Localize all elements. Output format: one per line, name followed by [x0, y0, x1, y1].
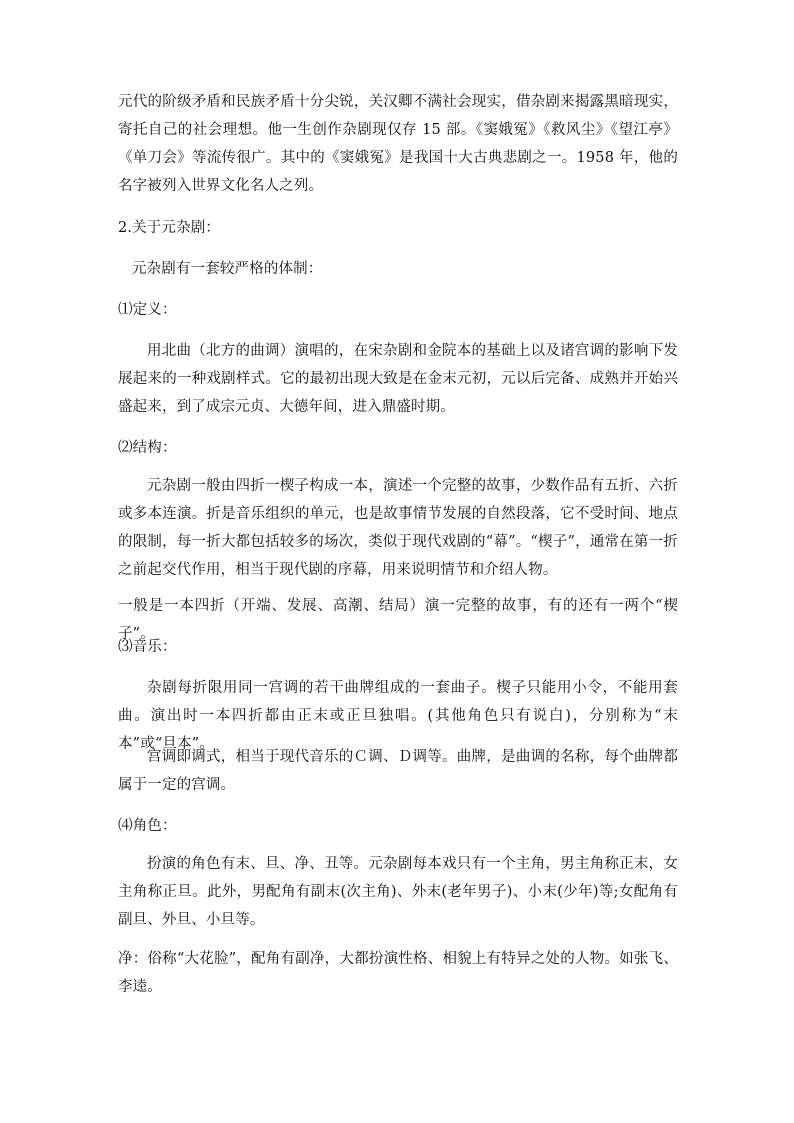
music-paragraph-2: 宫调即调式，相当于现代音乐的Ｃ调、Ｄ调等。曲牌，是曲调的名称，每个曲牌都属于一定的宫调。: [118, 749, 678, 793]
music-heading: ⑶音乐：: [118, 639, 177, 655]
definition-paragraph: 用北曲（北方的曲调）演唱的，在宋杂剧和金院本的基础上以及诸宫调的影响下发展起来的一种戏剧样式。它的最初出现大致是在金末元初，元以后完备、成熟并开始兴盛起来，到了成宗元贞、大德年间，进入鼎盛时期。: [118, 343, 678, 415]
roles-heading: ⑷角色：: [118, 818, 177, 834]
structure-note: 一般是一本四折（开端、发展、高潮、结局）演一完整的故事，有的还有一两个“楔子”。: [118, 598, 678, 642]
structure-paragraph: 元杂剧一般由四折一楔子构成一本，演述一个完整的故事，少数作品有五折、六折或多本连演。折是音乐组织的单元，也是故事情节发展的自然段落，它不受时间、地点的限制，每一折大都包括较多的场次，类似于现代戏剧的“幕”。“楔子”，通常在第一折之前起交代作用，相当于现代剧的序幕，用来说明情节和介绍人物。: [118, 478, 678, 578]
section-heading: 2.关于元杂剧：: [118, 220, 221, 236]
jing-paragraph: 净：俗称“大花脸”，配角有副净，大都扮演性格、相貌上有特异之处的人物。如张飞、李逵。: [118, 951, 678, 995]
structure-heading: ⑵结构：: [118, 440, 177, 456]
definition-heading: ⑴定义：: [118, 302, 177, 318]
roles-paragraph: 扮演的角色有末、旦、净、丑等。元杂剧每本戏只有一个主角，男主角称正末，女主角称正旦。此外，男配角有副末(次主角)、外末(老年男子)、小末(少年)等;女配角有副旦、外旦、小旦等。: [118, 856, 678, 928]
section-intro: 元杂剧有一套较严格的体制：: [132, 261, 323, 277]
music-paragraph-1: 杂剧每折限用同一宫调的若干曲牌组成的一套曲子。楔子只能用小令，不能用套曲。演出时一本四折都由正末或正旦独唱。(其他角色只有说白)，分别称为“末本”或“旦本”。: [118, 680, 678, 752]
intro-paragraph: 元代的阶级矛盾和民族矛盾十分尖锐，关汉卿不满社会现实，借杂剧来揭露黑暗现实，寄托自己的社会理想。他一生创作杂剧现仅存 15 部。《窦娥冤》《救风尘》《望江亭》《单刀会》等流传很广。其中的《窦娥冤》是我国十大古典悲剧之一。1958 年，他的名字被列入世界文化名人之列。: [118, 94, 678, 194]
